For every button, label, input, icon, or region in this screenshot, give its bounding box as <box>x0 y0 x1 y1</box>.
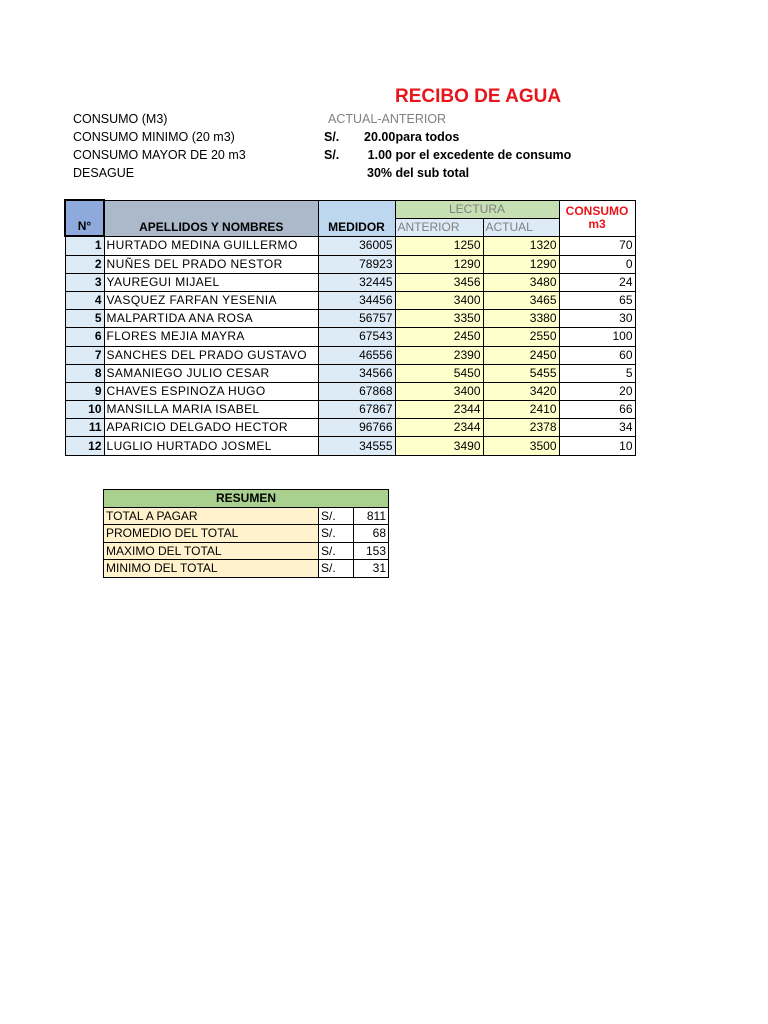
cell-name: SAMANIEGO JULIO CESAR <box>104 364 318 382</box>
resumen-row <box>104 560 389 578</box>
currency: S/. <box>324 130 340 144</box>
cell-anterior: 3350 <box>395 310 483 328</box>
cell-medidor: 67543 <box>318 328 395 346</box>
cell-medidor: 32445 <box>318 273 395 291</box>
resumen-row <box>104 507 389 525</box>
cell-anterior: 5450 <box>395 364 483 382</box>
header-consumo-line2: m3 <box>588 217 606 232</box>
table-row <box>65 310 635 328</box>
cell-consumo: 70 <box>559 236 635 255</box>
cell-no: 5 <box>65 310 104 328</box>
cell-consumo: 0 <box>559 255 635 273</box>
cell-name: MALPARTIDA ANA ROSA <box>104 310 318 328</box>
cell-consumo: 66 <box>559 401 635 419</box>
table-row <box>65 255 635 273</box>
resumen-table <box>103 489 389 578</box>
cell-medidor: 67868 <box>318 382 395 400</box>
cell-consumo: 100 <box>559 328 635 346</box>
cell-consumo: 65 <box>559 291 635 309</box>
desague-value <box>367 166 469 180</box>
cell-actual: 2378 <box>483 419 559 437</box>
cell-consumo: 5 <box>559 364 635 382</box>
table-row <box>65 401 635 419</box>
header-consumo-line1: CONSUMO <box>565 204 629 219</box>
table-body <box>65 236 635 455</box>
cell-name: APARICIO DELGADO HECTOR <box>104 419 318 437</box>
cell-actual: 3465 <box>483 291 559 309</box>
table-row <box>65 364 635 382</box>
cell-anterior: 2344 <box>395 419 483 437</box>
cell-anterior: 3400 <box>395 382 483 400</box>
cell-medidor: 46556 <box>318 346 395 364</box>
cell-actual: 1320 <box>483 236 559 255</box>
cell-name: LUGLIO HURTADO JOSMEL <box>104 437 318 455</box>
consumo-table <box>64 199 636 456</box>
header-consumo <box>559 200 635 236</box>
cell-no: 1 <box>65 236 104 255</box>
cell-consumo: 60 <box>559 346 635 364</box>
cell-no: 12 <box>65 437 104 455</box>
cell-anterior: 3400 <box>395 291 483 309</box>
cell-medidor: 34566 <box>318 364 395 382</box>
resumen-label: PROMEDIO DEL TOTAL <box>104 525 319 543</box>
cell-actual: 3480 <box>483 273 559 291</box>
consumo-mayor-price <box>324 148 571 162</box>
cell-no: 6 <box>65 328 104 346</box>
price-value: 20.00 <box>364 130 396 144</box>
resumen-currency: S/. <box>319 542 354 560</box>
table-row <box>65 437 635 455</box>
consumo-label: CONSUMO (M3) <box>73 112 168 126</box>
cell-no: 8 <box>65 364 104 382</box>
cell-no: 11 <box>65 419 104 437</box>
cell-medidor: 36005 <box>318 236 395 255</box>
table-row <box>65 346 635 364</box>
consumo-formula: ACTUAL-ANTERIOR <box>328 112 447 126</box>
cell-medidor: 34456 <box>318 291 395 309</box>
cell-anterior: 1250 <box>395 236 483 255</box>
header-anterior: ANTERIOR <box>395 218 483 236</box>
cell-consumo: 34 <box>559 419 635 437</box>
desague-percent: 30% <box>367 166 393 180</box>
cell-actual: 2550 <box>483 328 559 346</box>
resumen-body <box>104 507 389 577</box>
resumen-currency: S/. <box>319 560 354 578</box>
cell-medidor: 56757 <box>318 310 395 328</box>
cell-no: 3 <box>65 273 104 291</box>
cell-actual: 1290 <box>483 255 559 273</box>
table-row <box>65 328 635 346</box>
cell-name: CHAVES ESPINOZA HUGO <box>104 382 318 400</box>
cell-actual: 2410 <box>483 401 559 419</box>
table-row <box>65 273 635 291</box>
price-note: para todos <box>395 130 460 144</box>
cell-consumo: 30 <box>559 310 635 328</box>
header-name: APELLIDOS Y NOMBRES <box>104 200 318 236</box>
cell-no: 9 <box>65 382 104 400</box>
cell-name: MANSILLA MARIA ISABEL <box>104 401 318 419</box>
cell-actual: 2450 <box>483 346 559 364</box>
table-row <box>65 291 635 309</box>
cell-actual: 3420 <box>483 382 559 400</box>
cell-medidor: 67867 <box>318 401 395 419</box>
consumo-mayor-label: CONSUMO MAYOR DE 20 m3 <box>73 148 246 162</box>
cell-name: FLORES MEJIA MAYRA <box>104 328 318 346</box>
cell-no: 4 <box>65 291 104 309</box>
cell-name: YAUREGUI MIJAEL <box>104 273 318 291</box>
resumen-value: 153 <box>354 542 389 560</box>
price-note: por el excedente de consumo <box>395 148 572 162</box>
cell-name: VASQUEZ FARFAN YESENIA <box>104 291 318 309</box>
cell-anterior: 2390 <box>395 346 483 364</box>
cell-name: NUÑES DEL PRADO NESTOR <box>104 255 318 273</box>
currency: S/. <box>324 148 340 162</box>
cell-anterior: 3456 <box>395 273 483 291</box>
cell-medidor: 96766 <box>318 419 395 437</box>
resumen-title: RESUMEN <box>104 490 389 508</box>
cell-anterior: 1290 <box>395 255 483 273</box>
header-actual: ACTUAL <box>483 218 559 236</box>
price-value: 1.00 <box>367 148 392 162</box>
header-medidor: MEDIDOR <box>318 200 395 236</box>
resumen-value: 811 <box>354 507 389 525</box>
resumen-row <box>104 542 389 560</box>
cell-medidor: 34555 <box>318 437 395 455</box>
consumo-minimo-price <box>324 130 459 144</box>
resumen-currency: S/. <box>319 525 354 543</box>
cell-consumo: 10 <box>559 437 635 455</box>
table-row <box>65 419 635 437</box>
desague-label: DESAGUE <box>73 166 135 180</box>
table-row <box>65 236 635 255</box>
resumen-row <box>104 525 389 543</box>
resumen-label: MINIMO DEL TOTAL <box>104 560 319 578</box>
resumen-label: MAXIMO DEL TOTAL <box>104 542 319 560</box>
table-row <box>65 382 635 400</box>
cell-no: 7 <box>65 346 104 364</box>
resumen-value: 31 <box>354 560 389 578</box>
cell-no: 2 <box>65 255 104 273</box>
cell-anterior: 2450 <box>395 328 483 346</box>
consumo-minimo-label: CONSUMO MINIMO (20 m3) <box>73 130 235 144</box>
cell-name: HURTADO MEDINA GUILLERMO <box>104 236 318 255</box>
cell-anterior: 2344 <box>395 401 483 419</box>
cell-actual: 3380 <box>483 310 559 328</box>
cell-no: 10 <box>65 401 104 419</box>
desague-note: del sub total <box>395 166 470 180</box>
header-no: N° <box>65 200 104 236</box>
resumen-value: 68 <box>354 525 389 543</box>
page-title: RECIBO DE AGUA <box>395 86 562 107</box>
cell-actual: 5455 <box>483 364 559 382</box>
cell-consumo: 24 <box>559 273 635 291</box>
resumen-currency: S/. <box>319 507 354 525</box>
cell-medidor: 78923 <box>318 255 395 273</box>
cell-consumo: 20 <box>559 382 635 400</box>
cell-anterior: 3490 <box>395 437 483 455</box>
header-lectura: LECTURA <box>395 200 559 218</box>
cell-name: SANCHES DEL PRADO GUSTAVO <box>104 346 318 364</box>
cell-actual: 3500 <box>483 437 559 455</box>
resumen-label: TOTAL A PAGAR <box>104 507 319 525</box>
